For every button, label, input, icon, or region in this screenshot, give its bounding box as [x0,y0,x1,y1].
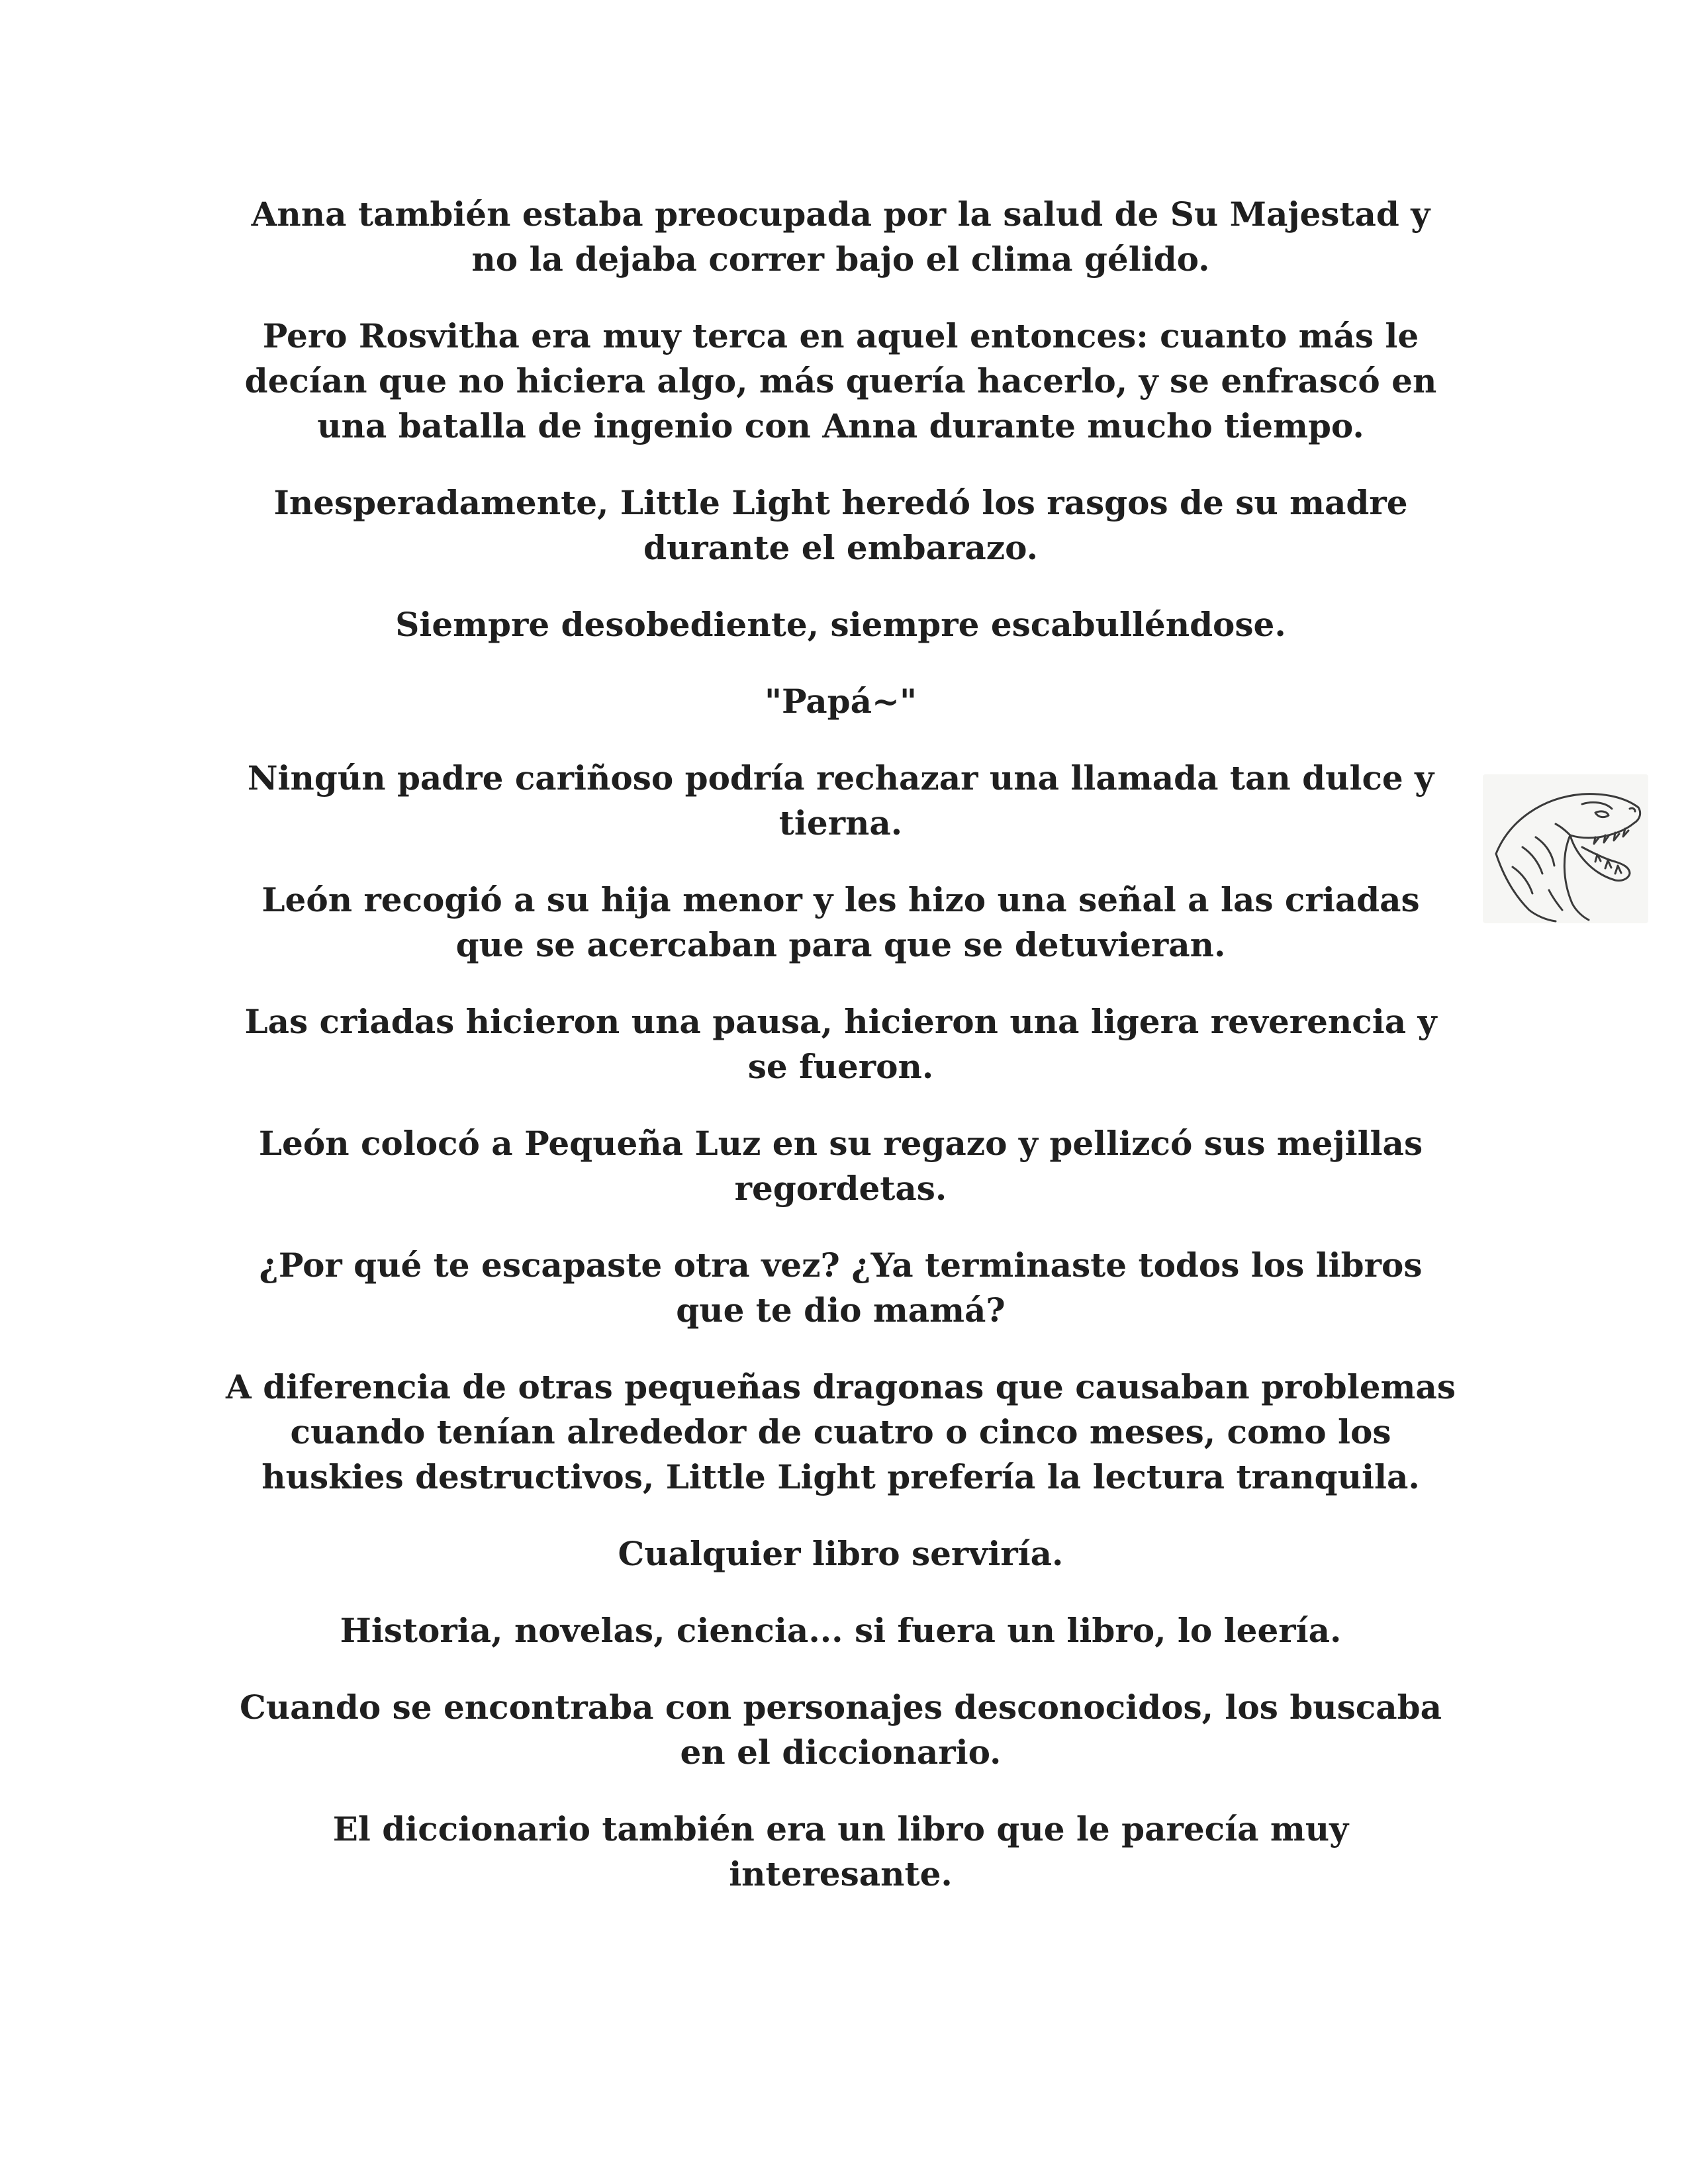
paragraph-6: Ningún padre cariñoso podría rechazar una llamada tan dulce y tierna. [247,758,1434,842]
paragraph-4: Siempre desobediente, siempre escabulléndose. [395,605,1286,644]
paragraph-3: Inesperadamente, Little Light heredó los rasgos de su madre durante el embarazo. [273,483,1408,567]
story-text [225,192,1456,1897]
paragraph-9: León colocó a Pequeña Luz en su regazo y pellizcó sus mejillas regordetas. [258,1124,1423,1208]
paragraph-11: A diferencia de otras pequeñas dragonas que causaban problemas cuando tenían alrededor de cuatro o cinco meses, como los huskies destructivos, Little Light prefería la lectura tranquila. [226,1367,1456,1496]
paragraph-15: El diccionario también era un libro que le parecía muy interesante. [332,1809,1349,1893]
paragraph-10: ¿Por qué te escapaste otra vez? ¿Ya terminaste todos los libros que te dio mamá? [259,1246,1423,1330]
paragraph-2: Pero Rosvitha era muy terca en aquel entonces: cuanto más le decían que no hiciera algo, más quería hacerlo, y se enfrascó en una batalla de ingenio con Anna durante mucho tiempo. [244,316,1437,445]
paragraph-14: Cuando se encontraba con personajes desconocidos, los buscaba en el diccionario. [240,1688,1442,1772]
paragraph-8: Las criadas hicieron una pausa, hicieron una ligera reverencia y se fueron. [244,1002,1437,1086]
paragraph-5: "Papá~" [764,682,917,721]
dinosaur-head-sketch-icon [1483,774,1648,923]
paragraph-7: León recogió a su hija menor y les hizo una señal a las criadas que se acercaban para que se detuvieran. [261,880,1420,964]
paragraph-12: Cualquier libro serviría. [618,1534,1064,1573]
paragraph-13: Historia, novelas, ciencia... si fuera un libro, lo leería. [340,1611,1342,1650]
paragraph-1: Anna también estaba preocupada por la salud de Su Majestad y no la dejaba correr bajo el clima gélido. [251,195,1430,279]
